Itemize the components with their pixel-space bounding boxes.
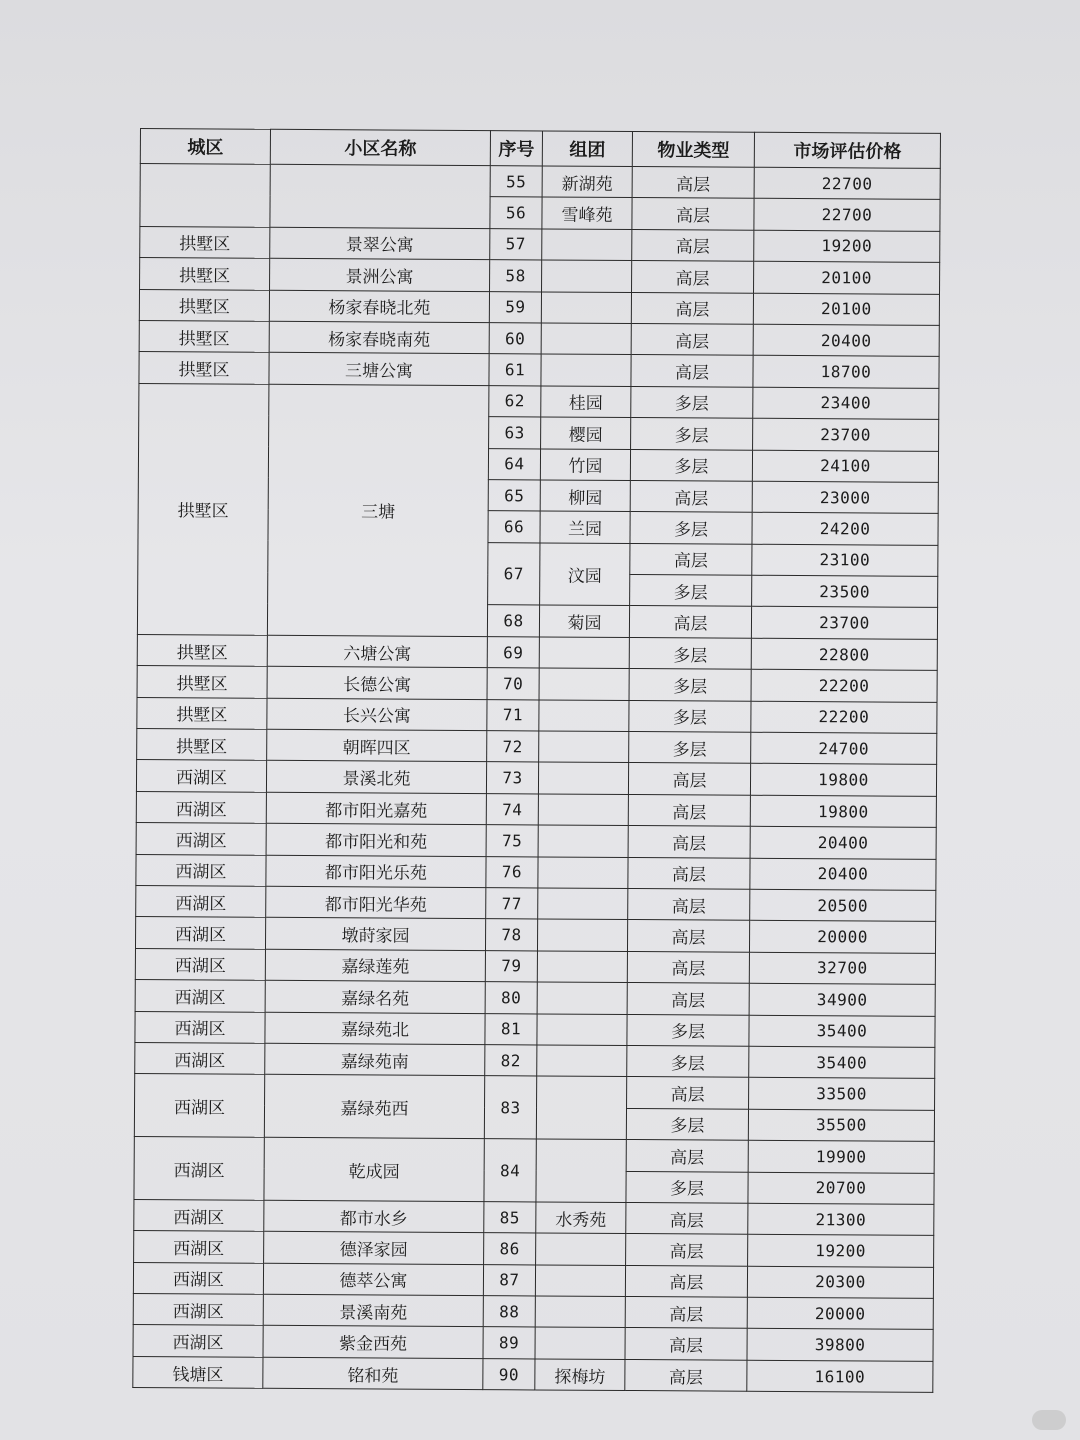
table-row xyxy=(140,258,940,294)
number-cell: 85 xyxy=(484,1202,536,1234)
price-cell: 35400 xyxy=(749,1046,935,1079)
type-cell: 高层 xyxy=(631,292,753,324)
type-cell: 高层 xyxy=(627,951,749,983)
district-cell: 钱塘区 xyxy=(133,1356,263,1388)
price-cell: 20100 xyxy=(753,293,939,326)
header-district: 城区 xyxy=(140,129,270,165)
group-cell xyxy=(542,229,632,261)
type-cell: 高层 xyxy=(627,920,749,952)
group-cell xyxy=(537,1045,627,1077)
number-cell: 72 xyxy=(487,731,539,763)
table-row xyxy=(139,320,939,356)
group-cell: 桂园 xyxy=(541,386,631,418)
district-cell: 拱墅区 xyxy=(140,258,270,290)
table-row xyxy=(133,1325,933,1361)
name-cell: 嘉绿苑西 xyxy=(264,1075,484,1139)
district-cell: 西湖区 xyxy=(133,1294,263,1326)
number-cell: 81 xyxy=(485,1013,537,1045)
group-cell xyxy=(541,292,631,324)
price-cell: 23100 xyxy=(752,544,938,577)
number-cell: 67 xyxy=(488,542,540,605)
price-cell: 22200 xyxy=(751,669,937,702)
table-row xyxy=(135,980,935,1016)
group-cell: 新湖苑 xyxy=(542,166,632,198)
number-cell: 80 xyxy=(485,982,537,1014)
group-cell xyxy=(538,888,628,920)
number-cell: 66 xyxy=(488,511,540,543)
price-cell: 23700 xyxy=(753,418,939,451)
district-cell: 拱墅区 xyxy=(139,320,269,352)
header-property-type: 物业类型 xyxy=(632,132,754,168)
number-cell: 60 xyxy=(489,323,541,355)
group-cell xyxy=(535,1296,625,1328)
number-cell: 83 xyxy=(484,1076,536,1139)
corner-badge xyxy=(1032,1410,1066,1430)
number-cell: 73 xyxy=(486,762,538,794)
table-row xyxy=(135,1011,935,1047)
name-cell: 杨家春晓南苑 xyxy=(269,321,489,354)
number-cell: 64 xyxy=(488,448,540,480)
name-cell: 乾成园 xyxy=(264,1137,484,1201)
district-cell: 西湖区 xyxy=(135,917,265,949)
name-cell: 景翠公寓 xyxy=(270,227,490,260)
district-cell: 拱墅区 xyxy=(137,697,267,729)
district-cell: 西湖区 xyxy=(136,885,266,917)
group-cell: 竹园 xyxy=(540,448,630,480)
name-cell: 三塘 xyxy=(267,384,489,636)
table-row xyxy=(133,1356,933,1392)
number-cell: 57 xyxy=(490,228,542,260)
price-cell: 20400 xyxy=(750,858,936,891)
header-community-name: 小区名称 xyxy=(270,129,490,165)
price-cell: 22800 xyxy=(751,638,937,671)
table-row xyxy=(135,948,935,984)
group-cell xyxy=(542,260,632,292)
group-cell xyxy=(541,323,631,355)
price-table xyxy=(132,128,941,1393)
type-cell: 多层 xyxy=(629,700,751,732)
group-cell xyxy=(538,762,628,794)
price-cell: 23400 xyxy=(753,387,939,420)
table-row xyxy=(137,729,937,765)
table-row xyxy=(140,226,940,262)
table-row xyxy=(133,1294,933,1330)
type-cell: 多层 xyxy=(627,1014,749,1046)
table-row xyxy=(136,854,936,890)
name-cell: 杨家春晓北苑 xyxy=(269,290,489,323)
group-cell: 探梅坊 xyxy=(535,1359,625,1391)
price-cell: 20100 xyxy=(754,261,940,294)
table-row xyxy=(139,289,939,325)
name-cell: 铭和苑 xyxy=(263,1357,483,1390)
group-cell xyxy=(538,794,628,826)
district-cell: 拱墅区 xyxy=(139,289,269,321)
group-cell xyxy=(541,354,631,386)
name-cell: 都市阳光和苑 xyxy=(266,823,486,856)
price-cell: 39800 xyxy=(747,1329,933,1362)
group-cell: 汶园 xyxy=(540,543,630,606)
table-row xyxy=(135,1074,935,1110)
number-cell: 69 xyxy=(487,636,539,668)
table-row xyxy=(139,352,939,388)
number-cell: 82 xyxy=(485,1045,537,1077)
number-cell: 61 xyxy=(489,354,541,386)
name-cell: 嘉绿苑北 xyxy=(265,1012,485,1045)
table-row xyxy=(136,760,936,796)
type-cell: 高层 xyxy=(632,261,754,293)
district-cell: 西湖区 xyxy=(134,1231,264,1263)
name-cell: 景溪南苑 xyxy=(263,1294,483,1327)
price-cell: 34900 xyxy=(749,983,935,1016)
district-cell: 拱墅区 xyxy=(137,666,267,698)
name-cell: 景洲公寓 xyxy=(270,258,490,291)
group-cell xyxy=(537,919,627,951)
number-cell: 56 xyxy=(490,197,542,229)
type-cell: 多层 xyxy=(629,637,751,669)
group-cell xyxy=(535,1265,625,1297)
price-table-wrapper xyxy=(132,128,940,1393)
price-cell: 20700 xyxy=(748,1172,934,1205)
name-cell: 都市阳光嘉苑 xyxy=(266,792,486,825)
type-cell: 高层 xyxy=(630,543,752,575)
district-cell: 西湖区 xyxy=(135,980,265,1012)
number-cell: 62 xyxy=(489,385,541,417)
price-cell: 20400 xyxy=(753,324,939,357)
group-cell xyxy=(539,731,629,763)
district-cell: 西湖区 xyxy=(134,1137,264,1201)
price-cell: 23500 xyxy=(752,575,938,608)
table-row xyxy=(136,791,936,827)
price-cell: 19900 xyxy=(748,1140,934,1173)
number-cell: 78 xyxy=(485,919,537,951)
type-cell: 高层 xyxy=(625,1297,747,1329)
type-cell: 多层 xyxy=(630,512,752,544)
table-row xyxy=(134,1137,934,1173)
number-cell: 55 xyxy=(490,166,542,198)
number-cell: 59 xyxy=(489,291,541,323)
table-row xyxy=(137,634,937,670)
header-serial-number: 序号 xyxy=(490,131,542,166)
table-row xyxy=(136,885,936,921)
price-cell: 23000 xyxy=(752,481,938,514)
price-cell: 16100 xyxy=(747,1360,933,1393)
number-cell: 89 xyxy=(483,1327,535,1359)
number-cell: 70 xyxy=(487,668,539,700)
district-cell: 西湖区 xyxy=(135,1011,265,1043)
type-cell: 多层 xyxy=(629,732,751,764)
price-cell: 35500 xyxy=(748,1109,934,1142)
price-cell: 24700 xyxy=(751,732,937,765)
type-cell: 高层 xyxy=(628,888,750,920)
header-group: 组团 xyxy=(542,131,632,167)
price-cell: 21300 xyxy=(748,1203,934,1236)
table-row xyxy=(137,666,937,702)
price-cell: 18700 xyxy=(753,356,939,389)
group-cell xyxy=(538,825,628,857)
table-row xyxy=(137,697,937,733)
name-cell: 嘉绿苑南 xyxy=(265,1043,485,1076)
header-market-price: 市场评估价格 xyxy=(754,132,940,168)
price-cell: 20300 xyxy=(747,1266,933,1299)
number-cell: 77 xyxy=(486,888,538,920)
type-cell: 高层 xyxy=(632,198,754,230)
type-cell: 高层 xyxy=(631,323,753,355)
group-cell xyxy=(537,951,627,983)
number-cell: 84 xyxy=(484,1139,536,1202)
group-cell xyxy=(538,857,628,889)
district-cell: 拱墅区 xyxy=(137,634,267,666)
price-cell: 19800 xyxy=(750,764,936,797)
name-cell: 德泽家园 xyxy=(264,1232,484,1265)
number-cell: 87 xyxy=(483,1264,535,1296)
table-row xyxy=(135,1042,935,1078)
type-cell: 多层 xyxy=(630,575,752,607)
type-cell: 高层 xyxy=(632,229,754,261)
group-cell xyxy=(536,1139,626,1202)
district-cell: 西湖区 xyxy=(136,854,266,886)
number-cell: 63 xyxy=(489,417,541,449)
number-cell: 58 xyxy=(490,260,542,292)
group-cell: 兰园 xyxy=(540,511,630,543)
district-cell: 西湖区 xyxy=(135,948,265,980)
table-header-row xyxy=(140,129,940,169)
district-cell: 西湖区 xyxy=(134,1074,264,1138)
group-cell xyxy=(537,1013,627,1045)
table-row xyxy=(135,917,935,953)
group-cell: 柳园 xyxy=(540,480,630,512)
district-cell: 拱墅区 xyxy=(139,352,269,384)
group-cell xyxy=(539,668,629,700)
price-cell: 20500 xyxy=(750,889,936,922)
name-cell: 嘉绿名苑 xyxy=(265,980,485,1013)
type-cell: 多层 xyxy=(629,669,751,701)
name-cell: 三塘公寓 xyxy=(269,353,489,386)
name-cell: 都市水乡 xyxy=(264,1200,484,1233)
district-cell: 西湖区 xyxy=(136,791,266,823)
type-cell: 高层 xyxy=(632,167,754,199)
type-cell: 高层 xyxy=(628,826,750,858)
price-cell: 35400 xyxy=(749,1015,935,1048)
group-cell xyxy=(539,700,629,732)
number-cell: 76 xyxy=(486,856,538,888)
group-cell: 樱园 xyxy=(541,417,631,449)
group-cell xyxy=(537,982,627,1014)
name-cell: 都市阳光乐苑 xyxy=(266,855,486,888)
type-cell: 多层 xyxy=(627,1045,749,1077)
group-cell: 雪峰苑 xyxy=(542,197,632,229)
table-row xyxy=(136,823,936,859)
price-cell: 19200 xyxy=(748,1235,934,1268)
type-cell: 高层 xyxy=(627,983,749,1015)
name-cell: 朝晖四区 xyxy=(267,729,487,762)
table-row xyxy=(140,164,940,200)
district-cell: 拱墅区 xyxy=(140,226,270,258)
district-cell xyxy=(140,164,270,228)
type-cell: 多层 xyxy=(630,449,752,481)
district-cell: 西湖区 xyxy=(134,1199,264,1231)
type-cell: 高层 xyxy=(628,794,750,826)
group-cell: 菊园 xyxy=(539,605,629,637)
number-cell: 71 xyxy=(487,699,539,731)
price-cell: 24100 xyxy=(752,450,938,483)
type-cell: 高层 xyxy=(631,355,753,387)
name-cell: 六塘公寓 xyxy=(267,635,487,668)
price-cell: 20400 xyxy=(750,826,936,859)
price-cell: 33500 xyxy=(749,1078,935,1111)
type-cell: 高层 xyxy=(625,1328,747,1360)
type-cell: 高层 xyxy=(625,1359,747,1391)
district-cell: 拱墅区 xyxy=(137,383,269,635)
group-cell xyxy=(536,1233,626,1265)
number-cell: 75 xyxy=(486,825,538,857)
group-cell xyxy=(539,637,629,669)
group-cell xyxy=(535,1327,625,1359)
number-cell: 90 xyxy=(483,1358,535,1390)
name-cell: 长兴公寓 xyxy=(267,698,487,731)
type-cell: 高层 xyxy=(628,857,750,889)
district-cell: 西湖区 xyxy=(133,1262,263,1294)
number-cell: 65 xyxy=(488,480,540,512)
price-cell: 19200 xyxy=(754,230,940,263)
type-cell: 高层 xyxy=(626,1140,748,1172)
type-cell: 高层 xyxy=(626,1234,748,1266)
type-cell: 高层 xyxy=(625,1265,747,1297)
price-cell: 22700 xyxy=(754,167,940,200)
name-cell: 长德公寓 xyxy=(267,667,487,700)
type-cell: 多层 xyxy=(631,418,753,450)
number-cell: 88 xyxy=(483,1296,535,1328)
type-cell: 高层 xyxy=(627,1077,749,1109)
name-cell: 墩莳家园 xyxy=(265,918,485,951)
price-cell: 23700 xyxy=(751,607,937,640)
price-cell: 20000 xyxy=(749,921,935,954)
district-cell: 西湖区 xyxy=(136,823,266,855)
group-cell: 水秀苑 xyxy=(536,1202,626,1234)
name-cell: 景溪北苑 xyxy=(266,761,486,794)
price-cell: 19800 xyxy=(750,795,936,828)
table-row xyxy=(134,1231,934,1267)
price-cell: 22200 xyxy=(751,701,937,734)
name-cell: 德萃公寓 xyxy=(263,1263,483,1296)
district-cell: 西湖区 xyxy=(135,1042,265,1074)
number-cell: 74 xyxy=(486,793,538,825)
number-cell: 68 xyxy=(487,605,539,637)
group-cell xyxy=(536,1076,626,1139)
district-cell: 拱墅区 xyxy=(137,729,267,761)
name-cell: 嘉绿莲苑 xyxy=(265,949,485,982)
table-row xyxy=(134,1199,934,1235)
number-cell: 86 xyxy=(484,1233,536,1265)
district-cell: 西湖区 xyxy=(136,760,266,792)
table-row xyxy=(139,383,939,419)
table-row xyxy=(133,1262,933,1298)
price-cell: 24200 xyxy=(752,513,938,546)
type-cell: 多层 xyxy=(626,1108,748,1140)
type-cell: 高层 xyxy=(626,1202,748,1234)
type-cell: 多层 xyxy=(631,386,753,418)
name-cell xyxy=(270,164,490,228)
name-cell: 紫金西苑 xyxy=(263,1326,483,1359)
type-cell: 高层 xyxy=(629,606,751,638)
number-cell: 79 xyxy=(485,950,537,982)
price-cell: 20000 xyxy=(747,1297,933,1330)
type-cell: 多层 xyxy=(626,1171,748,1203)
type-cell: 高层 xyxy=(628,763,750,795)
price-cell: 22700 xyxy=(754,199,940,232)
price-cell: 32700 xyxy=(749,952,935,985)
name-cell: 都市阳光华苑 xyxy=(266,886,486,919)
type-cell: 高层 xyxy=(630,480,752,512)
district-cell: 西湖区 xyxy=(133,1325,263,1357)
